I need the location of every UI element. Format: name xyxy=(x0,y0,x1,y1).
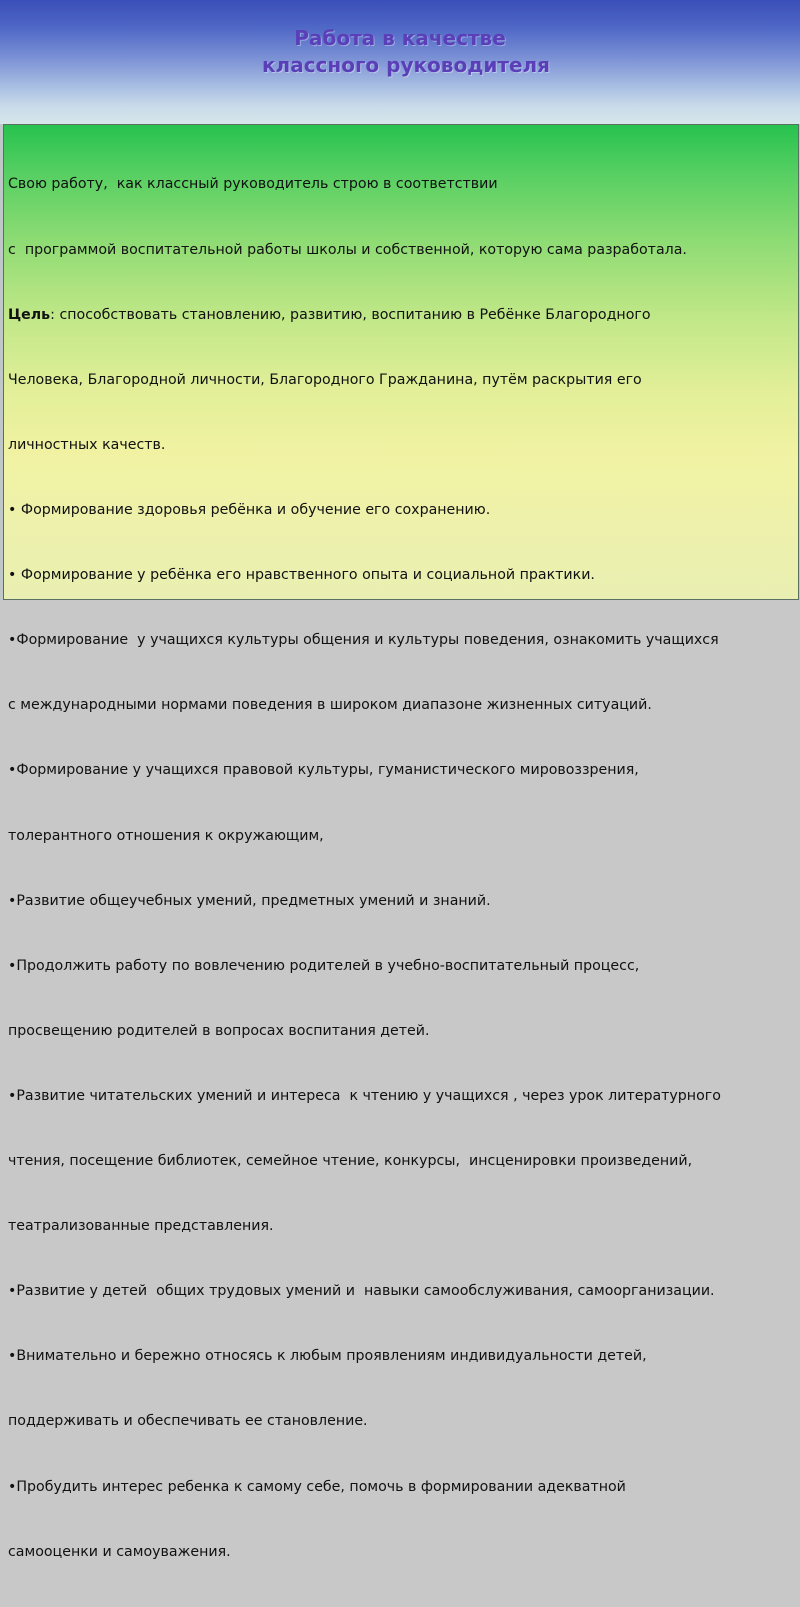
text-line: с программой воспитательной работы школы и собственной, которую сама разработала. xyxy=(8,241,687,258)
bullet-item: •Пробудить интерес ребенка к самому себе, помочь в формировании адекватной xyxy=(8,1478,626,1495)
bullet-item: •Развитие у детей общих трудовых умений и навыки самообслуживания, самоорганизации. xyxy=(8,1283,715,1300)
bullet-item: •Развитие общеучебных умений, предметных умений и знаний. xyxy=(8,892,491,909)
content-text xyxy=(8,131,794,1607)
bullet-item: • Формирование здоровья ребёнка и обучение его сохранению. xyxy=(8,501,491,518)
text-line: с международными нормами поведения в широком диапазоне жизненных ситуаций. xyxy=(8,697,652,714)
bullet-item: •Продолжить работу по вовлечению родителей в учебно-воспитательный процесс, xyxy=(8,957,640,974)
goal-line xyxy=(8,305,794,327)
bullet-item: •Развитие читательских умений и интереса к чтению у учащихся , через урок литературного xyxy=(8,1087,721,1104)
bullet-item: •Формирование у учащихся правовой культуры, гуманистического мировоззрения, xyxy=(8,762,639,779)
bullet-item: • Формирование у ребёнка его нравственного опыта и социальной практики. xyxy=(8,567,595,584)
text-line: Свою работу, как классный руководитель строю в соответствии xyxy=(8,176,498,193)
text-line: театрализованные представления. xyxy=(8,1218,274,1235)
title-line-1: Работа в качестве xyxy=(294,26,506,50)
goal-text: : способствовать становлению, развитию, воспитанию в Ребёнке Благородного xyxy=(50,306,651,323)
slide-header xyxy=(0,0,800,124)
text-line: личностных качеств. xyxy=(8,436,166,453)
text-line: Человека, Благородной личности, Благородного Гражданина, путём раскрытия его xyxy=(8,371,642,388)
text-line: чтения, посещение библиотек, семейное чтение, конкурсы, инсценировки произведений, xyxy=(8,1153,693,1170)
slide-title xyxy=(0,25,800,79)
text-line: самооценки и самоуважения. xyxy=(8,1543,231,1560)
content-box xyxy=(3,124,799,1560)
text-line: поддерживать и обеспечивать ее становление. xyxy=(8,1413,368,1430)
bullet-item: •Формирование у учащихся культуры общения и культуры поведения, ознакомить учащихся xyxy=(8,632,719,649)
text-line: просвещению родителей в вопросах воспитания детей. xyxy=(8,1022,430,1039)
text-line: толерантного отношения к окружающим, xyxy=(8,827,324,844)
bullet-item: •Внимательно и бережно относясь к любым проявлениям индивидуальности детей, xyxy=(8,1348,647,1365)
title-line-2: классного руководителя xyxy=(261,53,551,77)
goal-label: Цель xyxy=(8,306,51,323)
